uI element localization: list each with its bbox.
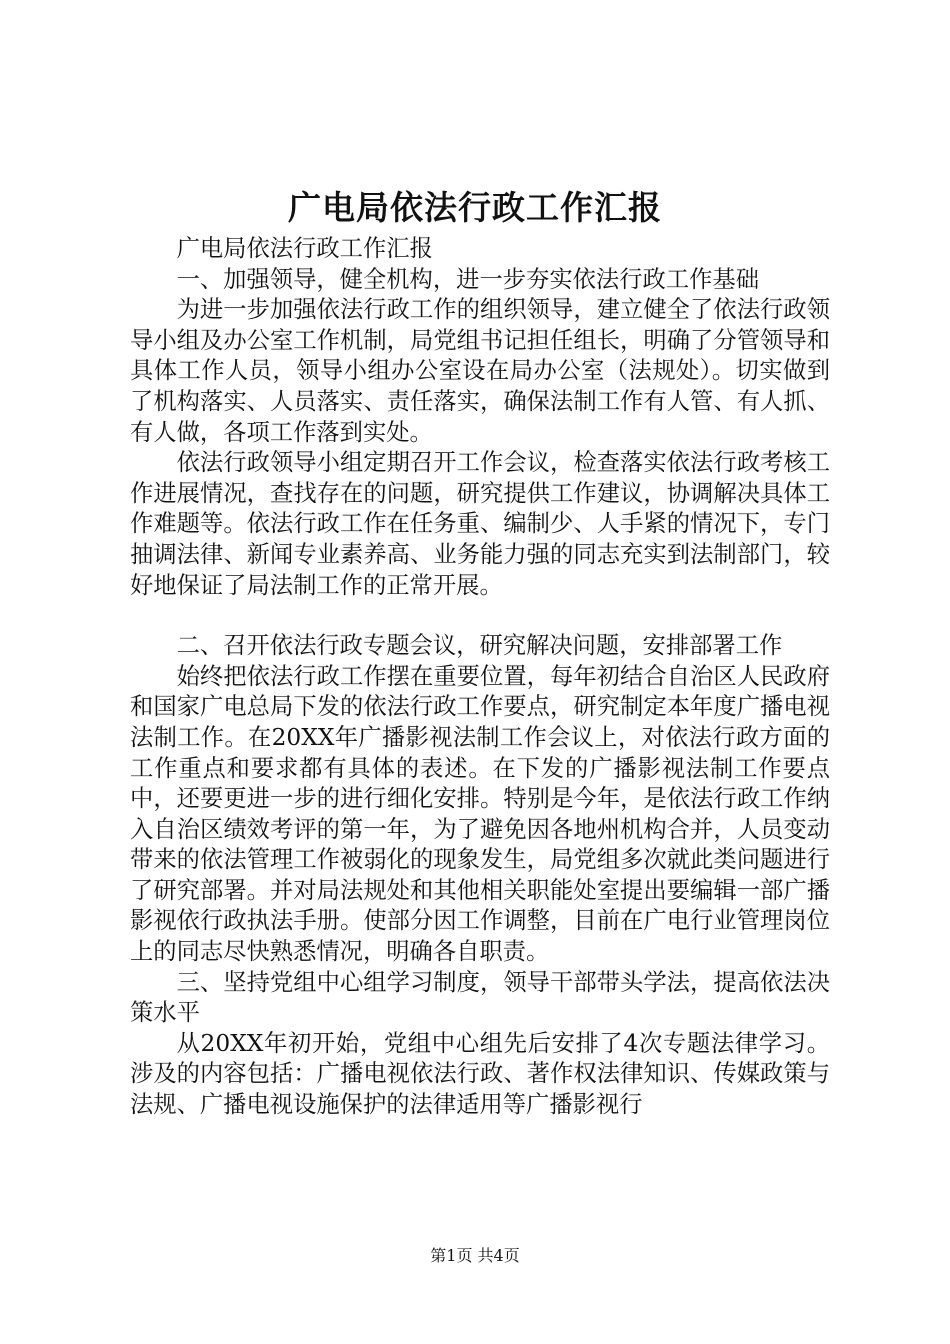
section-heading-2: 二、召开依法行政专题会议，研究解决问题，安排部署工作 <box>176 632 783 660</box>
section-heading-1: 一、加强领导，健全机构，进一步夯实依法行政工作基础 <box>176 265 760 293</box>
document-body <box>130 234 830 1121</box>
paragraph: 为进一步加强依法行政工作的组织领导，建立健全了依法行政领导小组及办公室工作机制，局党组书记担任组长，明确了分管领导和具体工作人员，领导小组办公室设在局办公室（法规处）。切实做到了机构落实、人员落实、责任落实，确保法制工作有人管、有人抓、有人做，各项工作落到实处。 <box>130 296 830 446</box>
document-title: 广电局依法行政工作汇报 <box>288 188 662 227</box>
section-heading-3: 三、坚持党组中心组学习制度，领导干部带头学法，提高依法决策水平 <box>130 968 830 1027</box>
page-footer: 第1页 共4页 <box>430 1246 520 1265</box>
paragraph: 依法行政领导小组定期召开工作会议，检查落实依法行政考核工作进展情况，查找存在的问题，研究提供工作建议，协调解决具体工作难题等。依法行政工作在任务重、编制少、人手紧的情况下，专门抽调法律、新闻专业素养高、业务能力强的同志充实到法制部门，较好地保证了局法制工作的正常开展。 <box>130 449 830 599</box>
paragraph-subtitle: 广电局依法行政工作汇报 <box>176 235 433 262</box>
paragraph: 从20XX年初开始，党组中心组先后安排了4次专题法律学习。涉及的内容包括：广播电视依法行政、著作权法律知识、传媒政策与法规、广播电视设施保护的法律适用等广播影视行 <box>130 1029 830 1119</box>
paragraph: 始终把依法行政工作摆在重要位置，每年初结合自治区人民政府和国家广电总局下发的依法行政工作要点，研究制定本年度广播电视法制工作。在20XX年广播影视法制工作会议上，对依法行政方面的工作重点和要求都有具体的表述。在下发的广播影视法制工作要点中，还要更进一步的进行细化安排。特别是今年，是依法行政工作纳入自治区绩效考评的第一年，为了避免因各地州机构合并，人员变动带来的依法管理工作被弱化的现象发生，局党组多次就此类问题进行了研究部署。并对局法规处和其他相关职能处室提出要编辑一部广播影视依行政执法手册。使部分因工作调整，目前在广电行业管理岗位上的同志尽快熟悉情况，明确各自职责。 <box>130 662 830 966</box>
